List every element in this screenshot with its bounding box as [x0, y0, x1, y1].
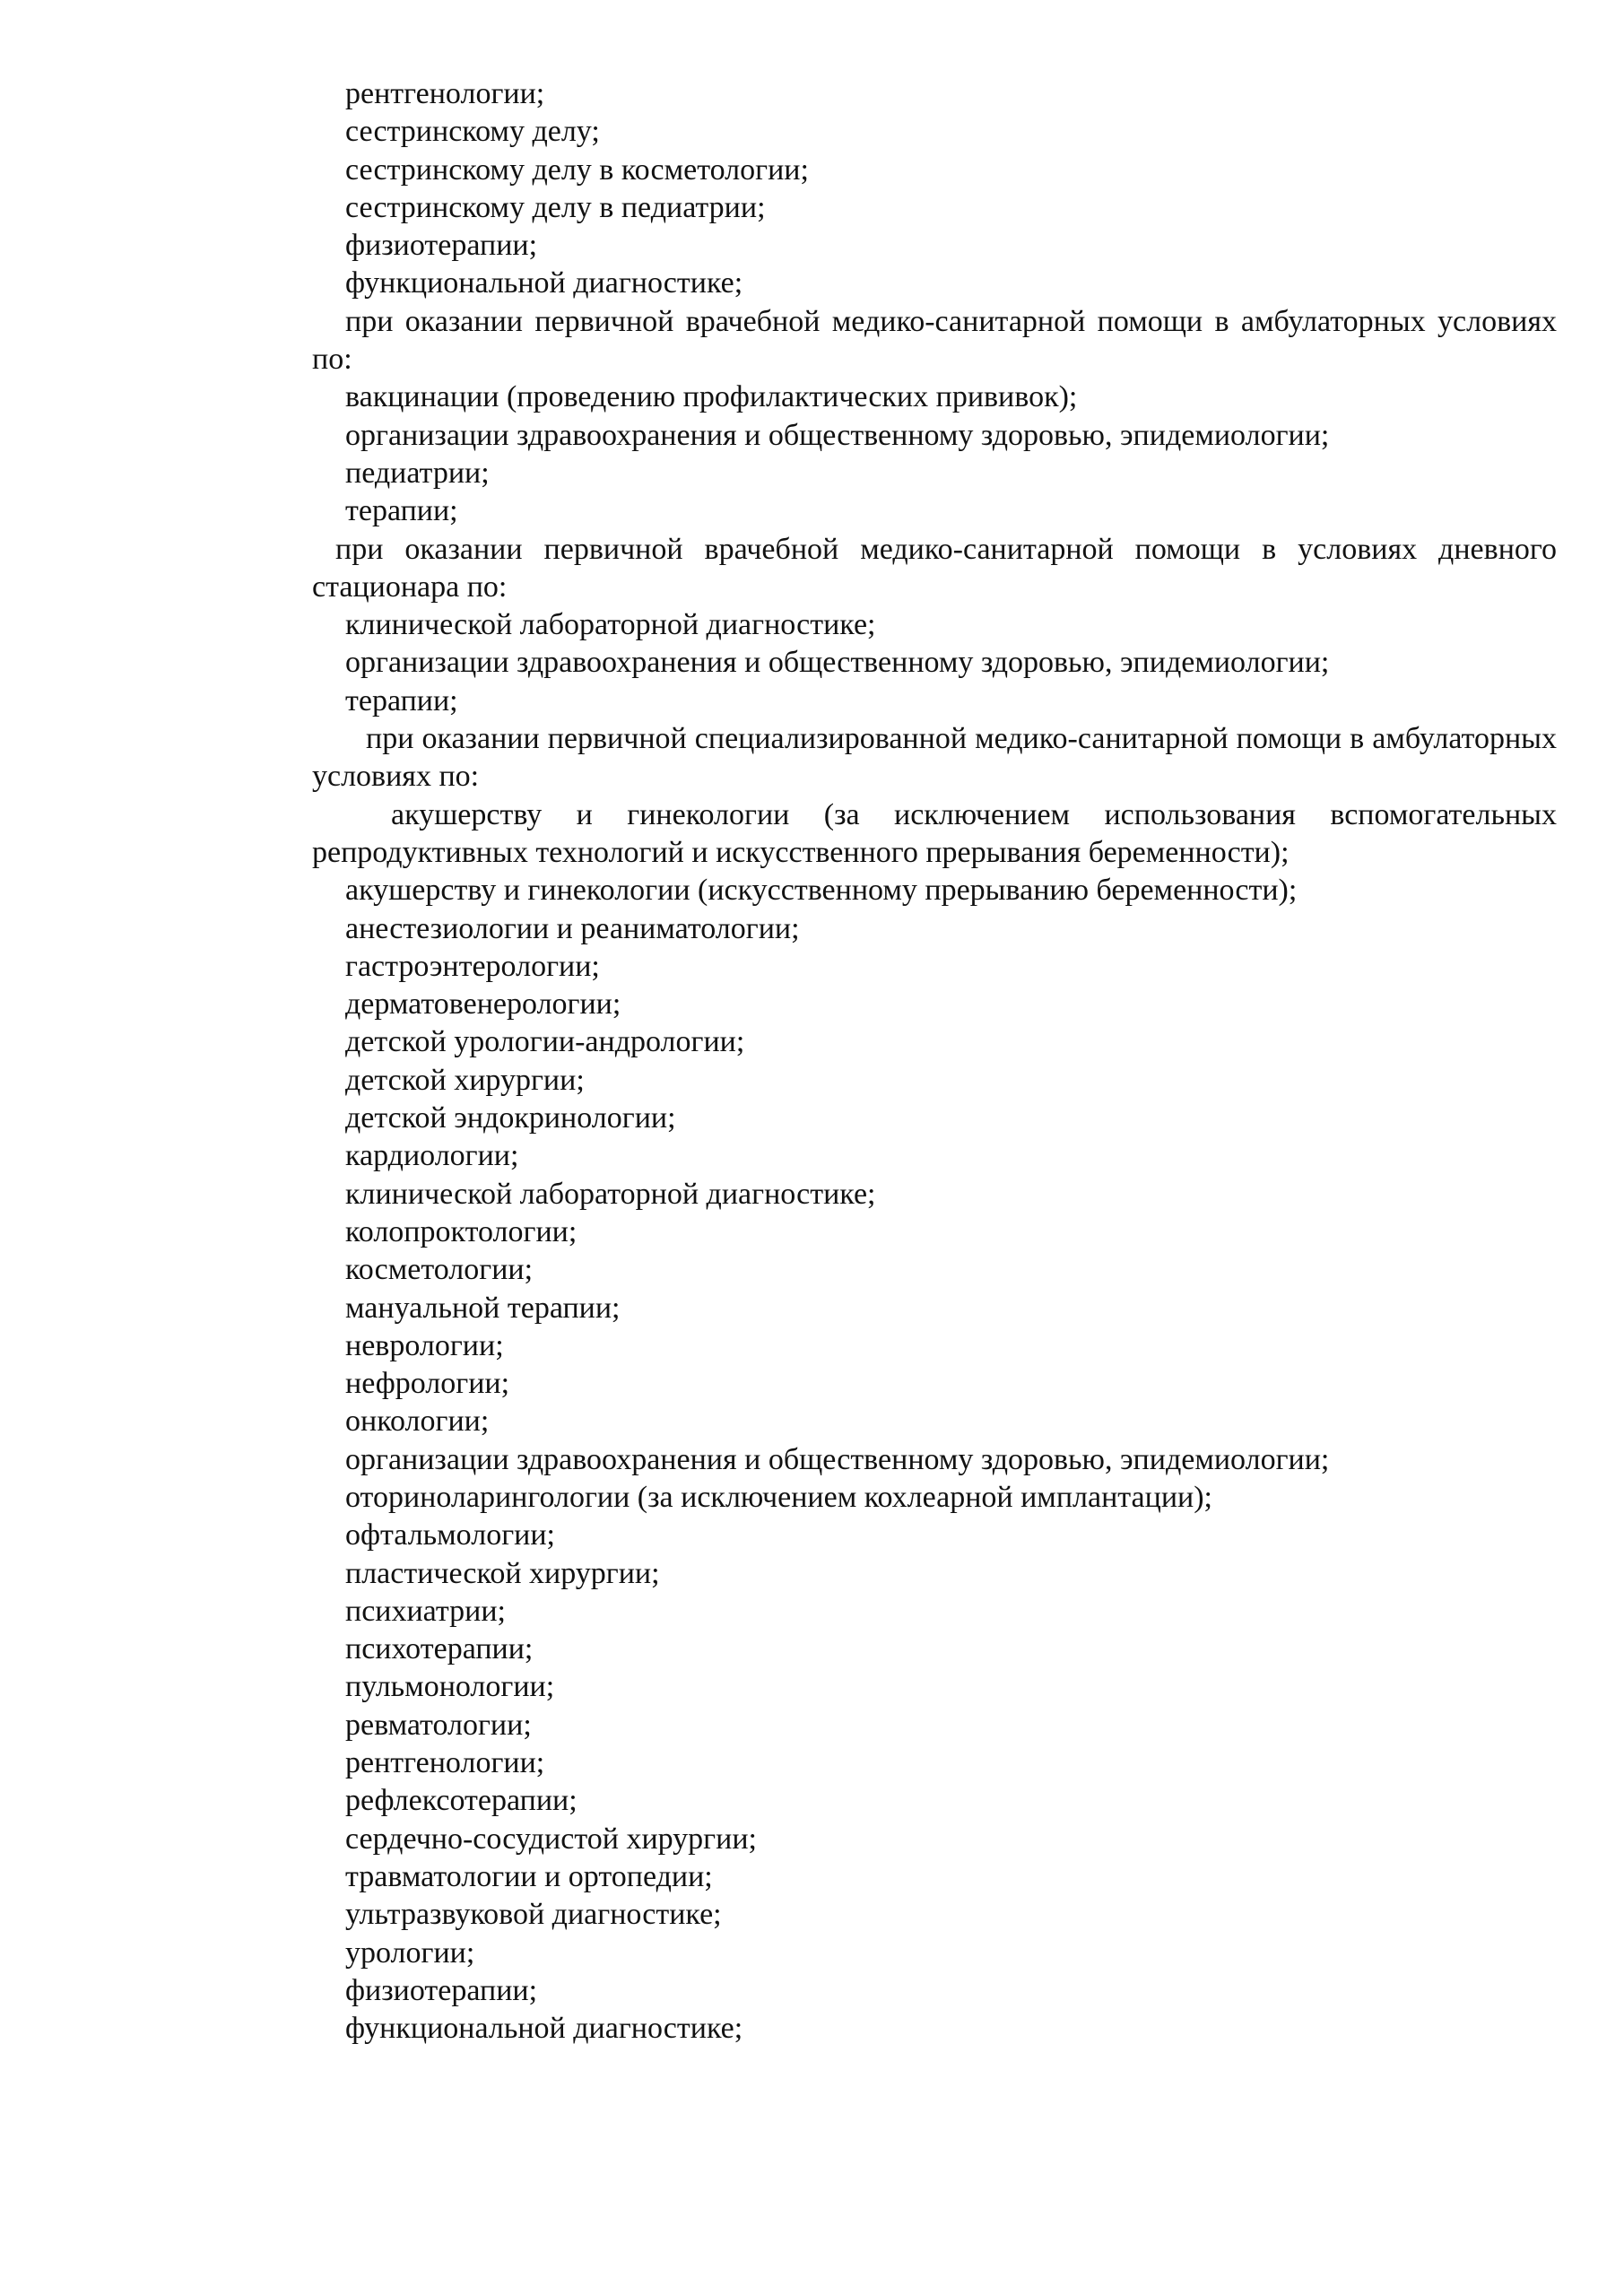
list-item: психиатрии; — [345, 1594, 506, 1628]
list-item: онкологии; — [345, 1405, 490, 1439]
list-item: оториноларингологии (за исключением кохлеарной имплантации); — [345, 1480, 1212, 1514]
list-item: акушерству и гинекологии (искусственному прерыванию беременности); — [345, 874, 1298, 908]
list-item: педиатрии; — [345, 456, 490, 490]
list-item: урологии; — [345, 1935, 475, 1970]
list-item: колопроктологии; — [345, 1214, 578, 1248]
list-item: детской урологии-андрологии; — [345, 1025, 745, 1059]
list-item: функциональной диагностике; — [345, 266, 743, 300]
section-heading-primary-day-hospital: при оказании первичной врачебной медико-санитарной помощи в условиях дневного стационара по: — [312, 532, 1557, 604]
list-item: клинической лабораторной диагностике; — [345, 608, 876, 642]
list-item: рентгенологии; — [345, 77, 545, 110]
section-heading-primary-ambulatory: при оказании первичной врачебной медико-санитарной помощи в амбулаторных условиях по: — [312, 304, 1557, 377]
list-item: функциональной диагностике; — [345, 2012, 743, 2046]
list-item: терапии; — [345, 494, 458, 528]
list-item: пульмонологии; — [345, 1670, 555, 1704]
list-item: психотерапии; — [345, 1632, 534, 1666]
list-item-obstetrics-long: акушерству и гинекологии (за исключением использования вспомогательных репродуктивных технологий и искусственного прерывания беременности); — [312, 797, 1557, 869]
list-item: гастроэнтерологии; — [345, 949, 600, 983]
list-item: детской хирургии; — [345, 1063, 585, 1097]
list-item: детской эндокринологии; — [345, 1101, 676, 1135]
list-item: пластической хирургии; — [345, 1556, 660, 1590]
list-item: физиотерапии; — [345, 1973, 538, 2007]
list-item: ревматологии; — [345, 1708, 532, 1742]
list-item: сестринскому делу в педиатрии; — [345, 190, 766, 224]
list-item: физиотерапии; — [345, 229, 538, 263]
list-item: кардиологии; — [345, 1139, 519, 1173]
list-item: офтальмологии; — [345, 1518, 555, 1552]
list-item: мануальной терапии; — [345, 1291, 621, 1325]
list-item: вакцинации (проведению профилактических прививок); — [345, 380, 1078, 414]
list-item: организации здравоохранения и общественному здоровью, эпидемиологии; — [345, 646, 1330, 680]
list-item: анестезиологии и реаниматологии; — [345, 911, 800, 945]
list-item: ультразвуковой диагностике; — [345, 1898, 722, 1932]
list-item: сердечно-сосудистой хирургии; — [345, 1822, 757, 1856]
section-heading-specialized-ambulatory: при оказании первичной специализированной медико-санитарной помощи в амбулаторных условиях по: — [312, 722, 1557, 794]
list-item: организации здравоохранения и общественному здоровью, эпидемиологии; — [345, 1442, 1330, 1476]
list-item: нефрологии; — [345, 1367, 510, 1401]
list-item: организации здравоохранения и общественному здоровью, эпидемиологии; — [345, 418, 1330, 452]
document-page — [312, 75, 1557, 2048]
list-item: травматологии и ортопедии; — [345, 1859, 713, 1893]
list-item: дерматовенерологии; — [345, 987, 621, 1022]
list-item: сестринскому делу; — [345, 115, 600, 149]
list-item: клинической лабораторной диагностике; — [345, 1177, 876, 1211]
list-item: сестринскому делу в косметологии; — [345, 152, 809, 187]
list-item: рентгенологии; — [345, 1746, 545, 1780]
list-item: неврологии; — [345, 1328, 504, 1362]
list-item: косметологии; — [345, 1253, 534, 1287]
list-item: рефлексотерапии; — [345, 1784, 578, 1818]
list-item: терапии; — [345, 683, 458, 718]
